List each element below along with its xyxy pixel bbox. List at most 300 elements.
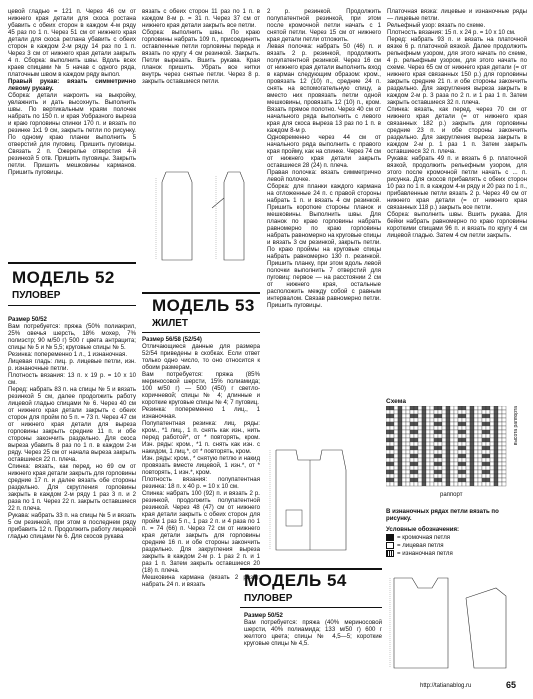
chart-cell [414,462,418,466]
chart-cell [398,442,402,446]
chart-cell [454,442,458,446]
chart-cell [490,478,494,482]
footer-url[interactable]: http://tatianablog.ru [420,683,472,689]
chart-cell [494,482,498,486]
chart-cell [398,466,402,470]
chart-cell [398,482,402,486]
chart-cell [402,462,406,466]
chart-cell [430,470,434,474]
chart-cell [418,422,422,426]
chart-cell [386,462,390,466]
chart-cell [394,418,398,422]
chart-cell [422,426,426,430]
chart-cell [494,478,498,482]
chart-cell [462,438,466,442]
chart-cell [470,406,474,410]
chart-cell [458,466,462,470]
chart-cell [386,478,390,482]
model-52-sleeve-schematic [148,168,208,268]
chart-cell [430,422,434,426]
chart-cell [394,422,398,426]
paragraph: Изн. ряды: кром., * снятую петлю и накид провязать вместе лицевой, 1 изн.*, от * повторять, 1 изн.*, кром. [142,455,260,476]
paragraph: Рукава: набрать 33 п. на спицы № 5 и вязать 5 см резинкой, при этом в последнем ряду прибавить 12 п. Продолжить работу лицевой гладью спицами № 6. Для скосов рукава [8,512,136,540]
chart-cell [438,454,442,458]
chart-cell [438,470,442,474]
divider [240,607,382,608]
paragraph: Сборка: детали накроить на выкройку, увлажнить и дать высохнуть. Выполнить швы. По вертикальным краям полочек набрать по 150 п. и края Уобразного выреза и краю горловины спинки 170 п. и вязать по резинке 1х1 9 см, закрыть петли по рисунку. По одному краю планки выполнить 5 отверстий для пуговиц. Пришить пуговицы. Связать 2 п. Ожерелье отверстия 4-й резинкой 5 отв. Пришить пуговицы. Закрыть петли. Пришить мешковины карманов. Пришить пуговицы. [8,92,136,176]
chart-cell [498,454,502,458]
chart-cell [418,450,422,454]
chart-cell [494,422,498,426]
chart-cell [450,454,454,458]
chart-cell [426,450,430,454]
chart-cell [474,438,478,442]
chart-cell [402,406,406,410]
chart-cell [390,454,394,458]
column-2 [142,8,260,85]
chart-cell [470,446,474,450]
chart-cell [398,462,402,466]
chart-cell [394,466,398,470]
chart-cell [390,442,394,446]
chart-cell [390,422,394,426]
chart-cell [502,422,506,426]
chart-cell [474,414,478,418]
chart-cell [450,430,454,434]
chart-cell [386,414,390,418]
purl-stitch-symbol [386,550,394,557]
chart-cell [438,458,442,462]
chart-cell [434,438,438,442]
chart-cell [462,450,466,454]
model-52-title: МОДЕЛЬ 52 [12,268,115,287]
chart-cell [446,422,450,426]
chart-cell [462,430,466,434]
chart-cell [434,458,438,462]
chart-cell [502,478,506,482]
chart-cell [390,426,394,430]
chart-cell [398,410,402,414]
chart-cell [498,422,502,426]
page-number: 65 [506,680,517,690]
chart-cell [446,474,450,478]
chart-cell [450,466,454,470]
chart-cell [386,438,390,442]
chart-cell [450,414,454,418]
knitting-chart [386,406,526,490]
divider [8,305,136,306]
chart-cell [410,434,414,438]
chart-cell [386,418,390,422]
chart-cell [482,422,486,426]
chart-cell [482,446,486,450]
chart-cell [414,470,418,474]
chart-cell [462,442,466,446]
chart-cell [410,462,414,466]
chart-cell [466,434,470,438]
chart-cell [486,482,490,486]
chart-cell [474,478,478,482]
paragraph: Сборка: выполнить швы. По краю горловины набрать 109 п., присоединить оставленные петли горловины переда и вязать по кругу 4 см резинкой. Закрыть. Петли вырезать. Вшить рукава. Края планок пришить. Убрать все нитки внутрь через снятые петли. Через 8 р. закрыть оставшиеся петли. [142,29,260,85]
chart-cell [454,474,458,478]
chart-cell [414,454,418,458]
chart-cell [386,450,390,454]
chart-cell [406,422,410,426]
chart-cell [430,446,434,450]
chart-cell [466,426,470,430]
chart-cell [490,426,494,430]
chart-cell [394,458,398,462]
chart-cell [466,450,470,454]
chart-cell [434,442,438,446]
chart-cell [486,470,490,474]
paragraph: Полупатентная резинка: лиц. ряды: кром., *1 лиц., 1 п. снять как изн., нить перед работой*, от * повторять, кром. Изн. ряды: кром., *1 п. снять как изн. с накидом, 1 лиц.*, от * повторять, кром. [142,420,260,455]
paragraph: Резинка: попеременно 1 лиц., 1 изнаночная. [142,406,260,420]
chart-cell [450,458,454,462]
chart-cell [486,442,490,446]
chart-cell [466,406,470,410]
chart-cell [490,418,494,422]
chart-cell [410,458,414,462]
chart-cell [470,474,474,478]
chart-cell [418,446,422,450]
chart-cell [390,410,394,414]
chart-cell [490,438,494,442]
chart-cell [398,454,402,458]
chart-cell [494,466,498,470]
chart-cell [410,466,414,470]
chart-cell [454,462,458,466]
chart-cell [474,458,478,462]
chart-cell [446,458,450,462]
model-53-text [142,336,260,588]
chart-cell [414,410,418,414]
chart-cell [434,450,438,454]
chart-cell [450,478,454,482]
chart-cell [478,406,482,410]
chart-cell [466,454,470,458]
chart-cell [454,434,458,438]
chart-cell [498,462,502,466]
chart-cell [486,446,490,450]
chart-cell [486,462,490,466]
chart-cell [446,478,450,482]
chart-cell [390,474,394,478]
chart-cell [482,418,486,422]
chart-cell [478,434,482,438]
chart-cell [398,458,402,462]
chart-cell [426,474,430,478]
chart-cell [434,426,438,430]
chart-cell [462,426,466,430]
chart-cell [410,414,414,418]
chart-cell [462,470,466,474]
chart-cell [390,450,394,454]
chart-cell [398,422,402,426]
chart-cell [498,438,502,442]
chart-cell [446,406,450,410]
chart-cell [426,406,430,410]
chart-cell [470,430,474,434]
chart-cell [438,462,442,466]
chart-cell [498,450,502,454]
chart-cell [502,450,506,454]
chart-cell [394,410,398,414]
chart-cell [454,418,458,422]
chart-cell [450,422,454,426]
legend-item: = лицевая петля [386,542,526,550]
chart-cell [458,414,462,418]
chart-cell [390,430,394,434]
chart-cell [434,418,438,422]
chart-cell [482,458,486,462]
chart-cell [394,426,398,430]
chart-cell [486,478,490,482]
chart-cell [478,462,482,466]
chart-cell [394,434,398,438]
chart-cell [450,450,454,454]
chart-cell [490,458,494,462]
chart-cell [394,438,398,442]
chart-cell [434,474,438,478]
chart-cell [390,406,394,410]
chart-cell [474,450,478,454]
chart-cell [406,410,410,414]
chart-cell [446,482,450,486]
chart-cell [386,426,390,430]
chart-cell [478,426,482,430]
chart-cell [418,406,422,410]
chart-cell [386,470,390,474]
chart-cell [490,450,494,454]
chart-cell [422,446,426,450]
model-53-subtitle: ЖИЛЕТ [152,318,189,329]
paragraph: Рукава: набрать 49 п. и вязать 6 р. платочной вязкой, продолжить рельефным узором, для этого после кромочной петли начать с ... п. рисунка. Для скосов прибавлять с обеих сторон 10 раз по 1 п. в каждом 4-м ряду и 20 раз по 1 п., прибавленные петли вязать 2 р. Через 49 см от нижнего края детали (= от нижнего края связанных 118 р.) закрыть все петли. [387,155,527,211]
size-label: Размер 50/52 [8,316,47,323]
chart-cell [386,446,390,450]
paragraph: Левая полочка: набрать 50 (46) п. и вязать 2 р. резинкой, продолжить полупатентной резинкой. Через 16 см от нижнего края детали выполнить вход в карман следующим образом: кром., провязать 12 (10) п., средние 24 п. снять на вспомогательную спицу, а вместо них провязать петли одной мешковины, провязать 12 (10) п., кром. Вязать прямое полотно. Через 40 см от начального ряда выполнить с левого края для скоса выреза 13 раз по 1 п. в каждом 8-м р. [267,43,381,134]
chart-cell [454,454,458,458]
chart-cell [402,422,406,426]
chart-cell [498,442,502,446]
chart-cell [438,446,442,450]
chart-cell [470,426,474,430]
chart-cell [482,478,486,482]
chart-cell [386,422,390,426]
chart-cell [502,482,506,486]
chart-cell [426,426,430,430]
chart-cell [494,410,498,414]
chart-cell [422,474,426,478]
chart-cell [410,450,414,454]
chart-cell [426,462,430,466]
chart-cell [450,410,454,414]
chart-cell [442,446,446,450]
chart-cell [446,466,450,470]
paragraph: Плотность вязания: 13 п. х 19 р. = 10 х 10 см. [8,372,136,386]
chart-cell [402,438,406,442]
chart-cell [450,426,454,430]
chart-cell [458,454,462,458]
chart-cell [462,446,466,450]
chart-cell [490,414,494,418]
chart-cell [494,434,498,438]
chart-cell [486,414,490,418]
chart-cell [494,454,498,458]
chart-cell [430,478,434,482]
chart-cell [406,450,410,454]
model-54-schematic [386,568,526,678]
chart-cell [442,422,446,426]
divider [240,568,382,570]
chart-cell [422,414,426,418]
chart-cell [398,474,402,478]
chart-cell [410,410,414,414]
chart-cell [406,470,410,474]
chart-cell [454,430,458,434]
chart-cell [434,462,438,466]
chart-cell [470,482,474,486]
chart-cell [470,458,474,462]
chart-cell [410,430,414,434]
chart-cell [410,446,414,450]
chart-cell [402,482,406,486]
chart-cell [486,434,490,438]
chart-cell [442,426,446,430]
chart-cell [406,462,410,466]
chart-cell [458,446,462,450]
chart-cell [430,474,434,478]
model-52-subtitle: ПУЛОВЕР [12,290,61,301]
chart-cell [486,410,490,414]
column-3 [267,8,381,309]
chart-cell [466,474,470,478]
chart-cell [426,434,430,438]
chart-cell [498,446,502,450]
chart-cell [390,414,394,418]
chart-cell [474,482,478,486]
chart-cell [430,418,434,422]
chart-cell [398,406,402,410]
chart-cell [454,422,458,426]
chart-cell [446,454,450,458]
chart-cell [414,474,418,478]
chart-cell [450,474,454,478]
chart-cell [454,414,458,418]
paragraph: Перед: набрать 93 п. и вязать на платочной вязке 6 р. платочной вязкой. Далее продолжить рельефным узором, для этого начать по схеме, 4 р. рельефным узором, для этого начать по схеме. Через 65 см от нижнего края детали (= от нижнего края связанных 150 р.) для горловины закрыть средние 21 п. и обе стороны закончить раздельно. Для закругления выреза закрыть в каждом 2-м р. 3 раза по 2 п. и 1 раз 1 п. Затем закрыть оставшиеся 32 п. плеча. [387,36,527,106]
chart-cell [462,434,466,438]
chart-cell [414,430,418,434]
chart-cell [462,410,466,414]
chart-cell [418,466,422,470]
chart-cell [450,438,454,442]
chart-cell [498,466,502,470]
chart-cell [402,434,406,438]
chart-cell [402,478,406,482]
chart-cell [394,430,398,434]
chart-cell [410,426,414,430]
chart-cell [422,462,426,466]
chart-cell [490,410,494,414]
chart-cell [442,438,446,442]
chart-cell [490,442,494,446]
chart-cell [486,474,490,478]
chart-cell [442,462,446,466]
chart-cell [494,470,498,474]
chart-cell [418,418,422,422]
chart-cell [478,478,482,482]
chart-cell [430,426,434,430]
chart-cell [406,458,410,462]
chart-cell [398,470,402,474]
chart-cell [458,410,462,414]
chart-cell [426,410,430,414]
chart-cell [494,426,498,430]
chart-cell [462,406,466,410]
chart-cell [498,426,502,430]
chart-cell [418,458,422,462]
paragraph: Плотность вязания: полупатентная резинка: 18 п. х 40 р. = 10 х 10 см. [142,476,260,490]
chart-cell [438,474,442,478]
chart-cell [494,450,498,454]
chart-cell [478,430,482,434]
paragraph: Сборка: для планки каждого кармана на отложенные 24 п. с правой стороны набрать 1 п. и вязать 4 см резинкой. Пришить короткие стороны планок и мешковины. Выполнить швы. Для планок по краю горловины набрать равномерно по краю горловины набрать равномерно на круговые спицы и вязать 3 см резинкой, закрыть петли. По краю проймы на круговые спицы набрать равномерно 130 п. резинкой. Пришить планку, при этом вдоль левой полочки выполнить 7 отверстий для пуговиц: первое — на расстоянии 2 см от нижнего края, остальные расположить между собой с равным интервалом. Связав равномерно петли. Пришить пуговицы. [267,183,382,309]
chart-cell [414,422,418,426]
chart-cell [478,474,482,478]
chart-cell [454,478,458,482]
chart-cell [466,430,470,434]
chart-cell [458,426,462,430]
chart-cell [426,430,430,434]
chart-cell [478,470,482,474]
model-53-schematic [266,440,384,560]
chart-cell [414,438,418,442]
chart-cell [474,442,478,446]
chart-cell [418,438,422,442]
chart-cell [430,414,434,418]
chart-cell [406,442,410,446]
chart-cell [454,410,458,414]
chart-cell [462,462,466,466]
chart-cell [474,410,478,414]
chart-cell [498,406,502,410]
divider [8,262,136,264]
chart-cell [414,426,418,430]
chart-cell [410,454,414,458]
chart-cell [402,410,406,414]
chart-cell [450,418,454,422]
chart-cell [402,442,406,446]
chart-cell [406,466,410,470]
chart-cell [402,446,406,450]
chart-cell [474,462,478,466]
chart-cell [458,438,462,442]
chart-cell [490,406,494,410]
chart-cell [498,470,502,474]
chart-cell [470,442,474,446]
chart-cell [466,410,470,414]
chart-cell [406,478,410,482]
chart-cell [458,458,462,462]
chart-cell [430,454,434,458]
chart-cell [498,478,502,482]
chart-cell [482,442,486,446]
chart-cell [446,410,450,414]
chart-cell [438,482,442,486]
chart-cell [410,478,414,482]
chart-cell [486,438,490,442]
chart-cell [490,422,494,426]
